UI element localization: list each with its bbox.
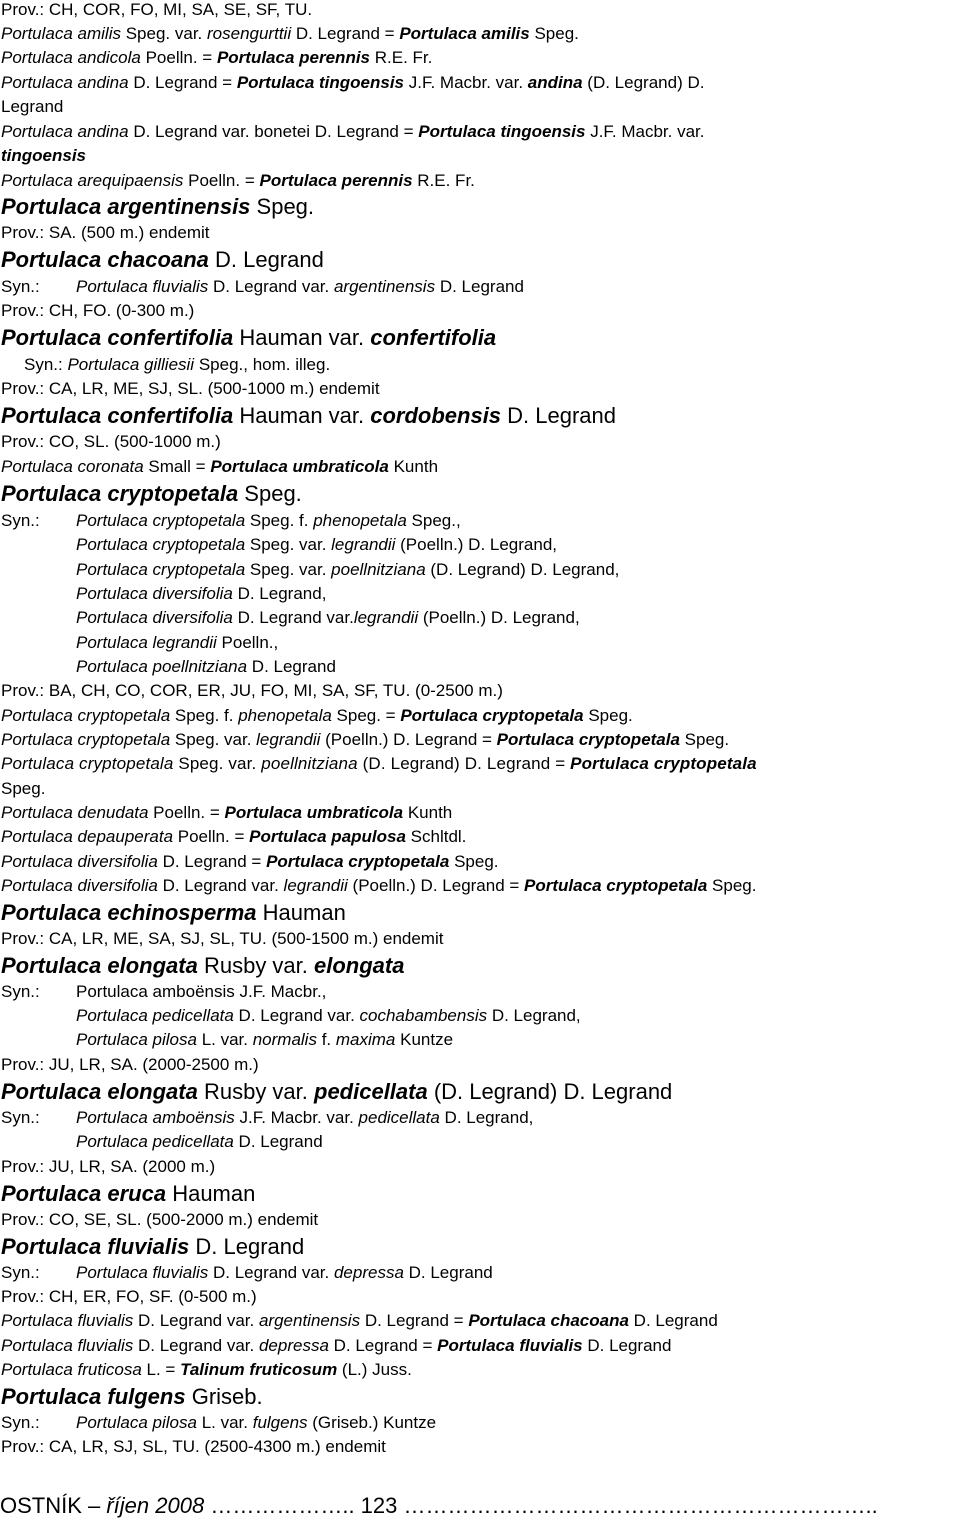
synonym-line-text: Portulaca pilosa L. var. fulgens (Griseb.) Kuntze — [76, 1413, 437, 1432]
synonym-line-text: Portulaca pilosa L. var. normalis f. maxima Kuntze — [76, 1030, 454, 1049]
province-line: Prov.: CO, SE, SL. (500-2000 m.) endemit — [1, 1210, 319, 1229]
synonym-entry: Portulaca andina D. Legrand var. bonetei D. Legrand = Portulaca tingoensis J.F. Macbr. var. — [1, 122, 705, 141]
synonym-entry: Portulaca andina D. Legrand = Portulaca tingoensis J.F. Macbr. var. andina (D. Legrand) D. — [1, 73, 705, 92]
synonym-line: Syn.: Portulaca gilliesii Speg., hom. illeg. — [24, 355, 331, 374]
accepted-taxon-heading: Portulaca eruca Hauman — [1, 1181, 256, 1206]
province-line: Prov.: JU, LR, SA. (2000-2500 m.) — [1, 1055, 259, 1074]
accepted-taxon-heading: Portulaca cryptopetala Speg. — [1, 481, 302, 506]
synonym-line-text: Portulaca poellnitziana D. Legrand — [76, 657, 336, 676]
synonym-entry: Portulaca denudata Poelln. = Portulaca umbraticola Kunth — [1, 803, 453, 822]
synonym-line-text: Portulaca cryptopetala Speg. var. poellnitziana (D. Legrand) D. Legrand, — [76, 560, 620, 579]
accepted-taxon-heading: Portulaca elongata Rusby var. pedicellata (D. Legrand) D. Legrand — [1, 1079, 673, 1104]
province-line: Prov.: SA. (500 m.) endemit — [1, 223, 210, 242]
accepted-taxon-heading: Portulaca confertifolia Hauman var. confertifolia — [1, 325, 497, 350]
province-line: Prov.: CH, ER, FO, SF. (0-500 m.) — [1, 1287, 257, 1306]
province-line: Prov.: BA, CH, CO, COR, ER, JU, FO, MI, SA, SF, TU. (0-2500 m.) — [1, 681, 503, 700]
accepted-taxon-heading: Portulaca fulgens Griseb. — [1, 1384, 263, 1409]
synonym-entry: Portulaca fluvialis D. Legrand var. depressa D. Legrand = Portulaca fluvialis D. Legrand — [1, 1336, 672, 1355]
synonym-line: Syn.: — [1, 511, 40, 530]
province-line: Prov.: CA, LR, ME, SJ, SL. (500-1000 m.) endemit — [1, 379, 380, 398]
synonym-line-text: Portulaca diversifolia D. Legrand var.legrandii (Poelln.) D. Legrand, — [76, 608, 580, 627]
synonym-line-text: Portulaca diversifolia D. Legrand, — [76, 584, 327, 603]
synonym-entry: Portulaca amilis Speg. var. rosengurttii D. Legrand = Portulaca amilis Speg. — [1, 24, 579, 43]
synonym-entry-cont: Speg. — [1, 779, 46, 798]
accepted-taxon-heading: Portulaca argentinensis Speg. — [1, 194, 315, 219]
province-line: Prov.: CA, LR, SJ, SL, TU. (2500-4300 m.) endemit — [1, 1437, 386, 1456]
province-line: Prov.: JU, LR, SA. (2000 m.) — [1, 1157, 216, 1176]
synonym-entry: Portulaca diversifolia D. Legrand = Portulaca cryptopetala Speg. — [1, 852, 499, 871]
synonym-entry: Portulaca andicola Poelln. = Portulaca perennis R.E. Fr. — [1, 48, 433, 67]
synonym-line-text: Portulaca cryptopetala Speg. var. legrandii (Poelln.) D. Legrand, — [76, 535, 558, 554]
synonym-line-text: Portulaca amboënsis J.F. Macbr. var. pedicellata D. Legrand, — [76, 1108, 534, 1127]
synonym-entry: Portulaca cryptopetala Speg. var. legrandii (Poelln.) D. Legrand = Portulaca cryptopetala Speg. — [1, 730, 730, 749]
synonym-line-text: Portulaca legrandii Poelln., — [76, 633, 279, 652]
synonym-entry: Portulaca coronata Small = Portulaca umbraticola Kunth — [1, 457, 439, 476]
synonym-line-text: Portulaca fluvialis D. Legrand var. argentinensis D. Legrand — [76, 277, 524, 296]
synonym-entry-cont: tingoensis — [1, 146, 87, 165]
synonym-entry: Portulaca arequipaensis Poelln. = Portulaca perennis R.E. Fr. — [1, 171, 475, 190]
synonym-line: Syn.: — [1, 1108, 40, 1127]
accepted-taxon-heading: Portulaca echinosperma Hauman — [1, 900, 346, 925]
synonym-entry: Portulaca cryptopetala Speg. var. poellnitziana (D. Legrand) D. Legrand = Portulaca cryptopetala — [1, 754, 757, 773]
province-line: Prov.: CH, FO. (0-300 m.) — [1, 301, 195, 320]
synonym-entry-cont: Legrand — [1, 97, 64, 116]
synonym-entry: Portulaca diversifolia D. Legrand var. legrandii (Poelln.) D. Legrand = Portulaca cryptopetala Speg. — [1, 876, 757, 895]
province-line: Prov.: CA, LR, ME, SA, SJ, SL, TU. (500-1500 m.) endemit — [1, 929, 444, 948]
synonym-line: Syn.: — [1, 1263, 40, 1282]
synonym-entry: Portulaca cryptopetala Speg. f. phenopetala Speg. = Portulaca cryptopetala Speg. — [1, 706, 633, 725]
synonym-line: Syn.: — [1, 1413, 40, 1432]
synonym-line-text: Portulaca pedicellata D. Legrand — [76, 1132, 323, 1151]
synonym-line-text: Portulaca pedicellata D. Legrand var. cochabambensis D. Legrand, — [76, 1006, 581, 1025]
synonym-line-text: Portulaca amboënsis J.F. Macbr., — [76, 982, 327, 1001]
accepted-taxon-heading: Portulaca chacoana D. Legrand — [1, 247, 324, 272]
province-line: Prov.: CO, SL. (500-1000 m.) — [1, 432, 221, 451]
synonym-line-text: Portulaca fluvialis D. Legrand var. depressa D. Legrand — [76, 1263, 493, 1282]
accepted-taxon-heading: Portulaca elongata Rusby var. elongata — [1, 953, 405, 978]
accepted-taxon-heading: Portulaca fluvialis D. Legrand — [1, 1234, 305, 1259]
province-line: Prov.: CH, COR, FO, MI, SA, SE, SF, TU. — [1, 0, 313, 19]
synonym-entry: Portulaca depauperata Poelln. = Portulaca papulosa Schltdl. — [1, 827, 467, 846]
accepted-taxon-heading: Portulaca confertifolia Hauman var. cordobensis D. Legrand — [1, 403, 617, 428]
synonym-entry: Portulaca fruticosa L. = Talinum fruticosum (L.) Juss. — [1, 1360, 412, 1379]
synonym-line: Syn.: — [1, 982, 40, 1001]
synonym-line: Syn.: — [1, 277, 40, 296]
synonym-entry: Portulaca fluvialis D. Legrand var. argentinensis D. Legrand = Portulaca chacoana D. Legrand — [1, 1311, 718, 1330]
page-footer: OSTNÍK – říjen 2008 ……………….. 123 ……………………………………………………….. — [0, 1493, 878, 1518]
synonym-line-text: Portulaca cryptopetala Speg. f. phenopetala Speg., — [76, 511, 461, 530]
